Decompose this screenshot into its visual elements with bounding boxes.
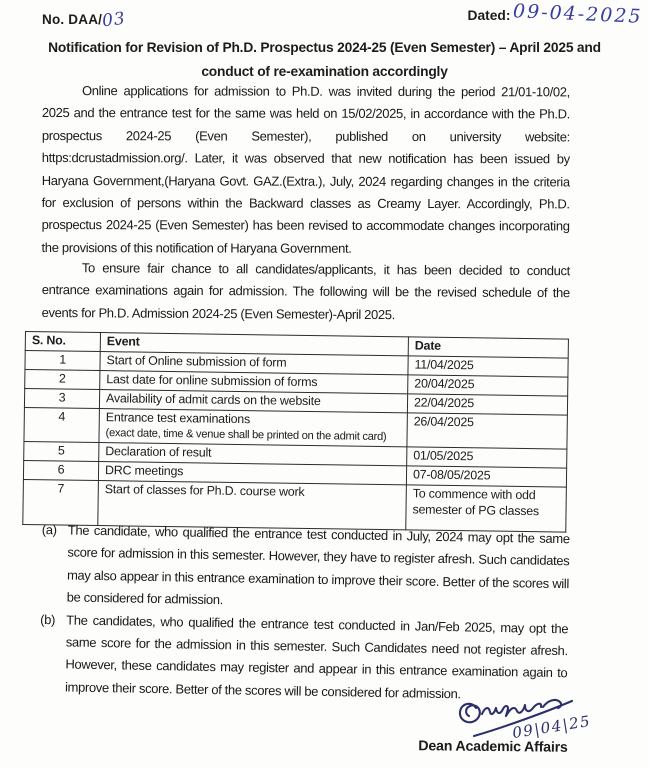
schedule-table — [22, 331, 568, 533]
schedule-intro-paragraph: To ensure fair chance to all candidates/applicants, it has been decided to conduct entrance examinations again for admission. The following will be the revised schedule of the events for Ph.D. Admission 2024-25 (Even Semester)-April 2025. — [41, 260, 570, 322]
cell-date: 20/04/2025 — [408, 375, 568, 396]
note-a-label: (a) — [41, 521, 57, 538]
header-event: Event — [100, 333, 408, 356]
cell-sno: 7 — [23, 479, 99, 525]
cell-event: Entrance test examinations (exact date, time & venue shall be printed on the admit card) — [99, 409, 407, 447]
cell-date: 26/04/2025 — [407, 413, 567, 449]
note-a-text: The candidate, who qualified the entrance test conducted in July, 2024 may opt the same score for admission in this semester. However, they have to register afresh. Such candidates may also appear in this entrance examination to improve their score. Better of the scores will be considered for admission. — [66, 522, 570, 608]
dated-handwritten-value: 09-04-2025 — [513, 0, 644, 28]
title-line-1: Notification for Revision of Ph.D. Prospectus 2024-25 (Even Semester) – April 2025 and — [48, 40, 601, 55]
cell-date: 07-08/05/2025 — [406, 466, 566, 487]
cell-sno: 1 — [25, 351, 100, 371]
header-date: Date — [408, 337, 568, 358]
cell-event: Start of Online submission of form — [100, 352, 408, 375]
cell-sno: 5 — [24, 441, 99, 461]
cell-date: 11/04/2025 — [408, 356, 568, 377]
signatory-designation: Dean Academic Affairs — [418, 738, 568, 756]
cell-sno: 2 — [25, 370, 100, 390]
notes-list — [39, 519, 570, 707]
cell-sno: 4 — [24, 407, 99, 442]
cell-date: 01/05/2025 — [407, 447, 567, 468]
signature-handwritten-date: 09|04|25 — [511, 711, 593, 743]
reference-label: No. DAA/ — [42, 12, 103, 27]
cell-event: Last date for online submission of forms — [100, 371, 408, 394]
dated-line — [467, 0, 644, 28]
event-note: (exact date, time & venue shall be printed on the admit card) — [105, 426, 387, 443]
cell-sno: 3 — [24, 389, 99, 409]
cell-date: 22/04/2025 — [407, 394, 567, 415]
notification-title — [0, 36, 649, 84]
cell-event: DRC meetings — [98, 462, 406, 485]
cell-event: Declaration of result — [99, 443, 407, 466]
cell-event: Availability of admit cards on the website — [99, 390, 407, 413]
intro-paragraph: Online applications for admission to Ph.D. was invited during the period 21/01-10/02, 2025 and the entrance test for the same was held on 15/02/2025, in accordance with the Ph.D. prospectus 2024-25 (Even Semester), published on university website: https:dcrustadmission.org/. Later, it was observed that new notification has been issued by Haryana Government,(Haryana Govt. GAZ.(Extra.), July, 2024 regarding changes in the criteria for exclusion of persons within the Backward classes as Creamy Layer. Accordingly, Ph.D. prospectus 2024-25 (Even Semester) has been revised to accommodate changes incorporating the provisions of this notification of Haryana Government. — [41, 83, 570, 256]
cell-event: Start of classes for Ph.D. course work — [98, 481, 407, 530]
note-b-label: (b) — [40, 611, 56, 627]
note-b-text: The candidates, who qualified the entrance test conducted in Jan/Feb 2025, may opt the same score for the admission in this semester. Such Candidates need not register afresh. However, these candidates may register and appear in this entrance examination again to improve their score. Better of the scores will be considered for admission. — [64, 612, 569, 702]
note-a — [40, 519, 569, 618]
header-sno: S. No. — [25, 332, 100, 352]
title-line-2: conduct of re-examination accordingly — [201, 64, 448, 79]
reference-handwritten-number: 03 — [101, 8, 128, 32]
reference-number — [42, 8, 128, 32]
dated-label: Dated: — [467, 8, 511, 23]
cell-sno: 6 — [23, 460, 98, 480]
cell-date: To commence with odd semester of PG classes — [406, 485, 567, 532]
